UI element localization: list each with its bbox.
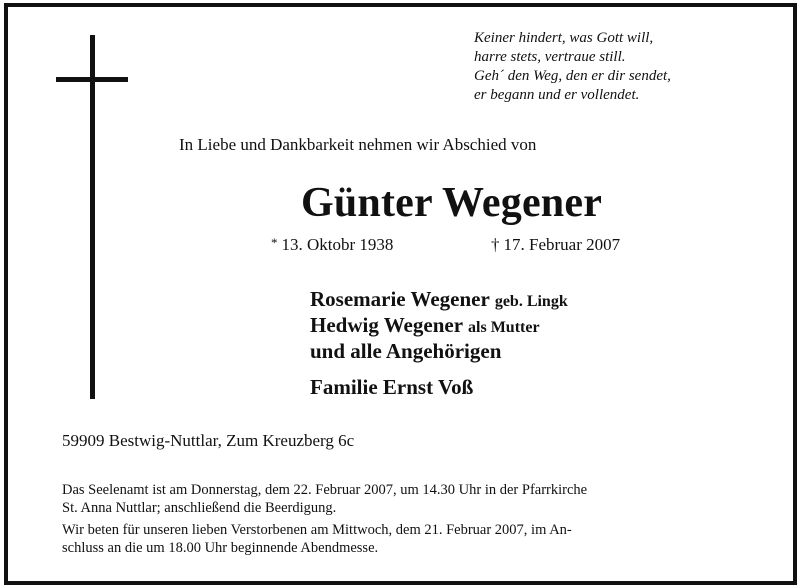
- deceased-name: Günter Wegener: [301, 180, 603, 226]
- birth-star-icon: *: [271, 235, 278, 250]
- birth-date-line: [271, 235, 393, 255]
- mourner-name: und alle Angehörigen: [310, 339, 502, 363]
- notice-line: St. Anna Nuttlar; anschließend die Beerdigung.: [62, 500, 337, 516]
- mourner-name: Hedwig Wegener: [310, 313, 464, 337]
- verse-line: Keiner hindert, was Gott will,: [474, 30, 654, 46]
- obituary-card: [4, 3, 797, 585]
- birth-date: 13. Oktobr 1938: [281, 235, 394, 254]
- death-date-line: [491, 235, 620, 255]
- mourner-name: Familie Ernst Voß: [310, 375, 474, 399]
- mourner: [310, 313, 540, 338]
- verse-line: er begann und er vollendet.: [474, 87, 640, 103]
- verse-line: Geh´ den Weg, den er dir sendet,: [474, 68, 671, 84]
- mourner: [310, 375, 473, 400]
- mourner: [310, 339, 501, 364]
- mourner-name: Rosemarie Wegener: [310, 287, 490, 311]
- notice-paragraph: [62, 521, 752, 557]
- notice-line: Das Seelenamt ist am Donnerstag, dem 22. Februar 2007, um 14.30 Uhr in der Pfarrkirche: [62, 482, 588, 498]
- notice-line: schluss an die um 18.00 Uhr beginnende Abendmesse.: [62, 540, 379, 556]
- intro-text: In Liebe und Dankbarkeit nehmen wir Abschied von: [179, 135, 537, 154]
- cross-icon-bar: [56, 77, 128, 82]
- verse: [474, 29, 671, 105]
- mourner-relation: als Mutter: [468, 319, 540, 336]
- notice-line: Wir beten für unseren lieben Verstorbenen am Mittwoch, dem 21. Februar 2007, im An-: [62, 522, 572, 538]
- notice-paragraph: [62, 481, 752, 517]
- mourner-relation: geb. Lingk: [494, 293, 568, 310]
- verse-line: harre stets, vertraue still.: [474, 49, 626, 65]
- death-cross-icon: †: [491, 235, 500, 254]
- address: 59909 Bestwig-Nuttlar, Zum Kreuzberg 6c: [62, 431, 355, 450]
- mourner: [310, 287, 568, 312]
- death-date: 17. Februar 2007: [503, 235, 621, 254]
- cross-icon: [90, 35, 95, 399]
